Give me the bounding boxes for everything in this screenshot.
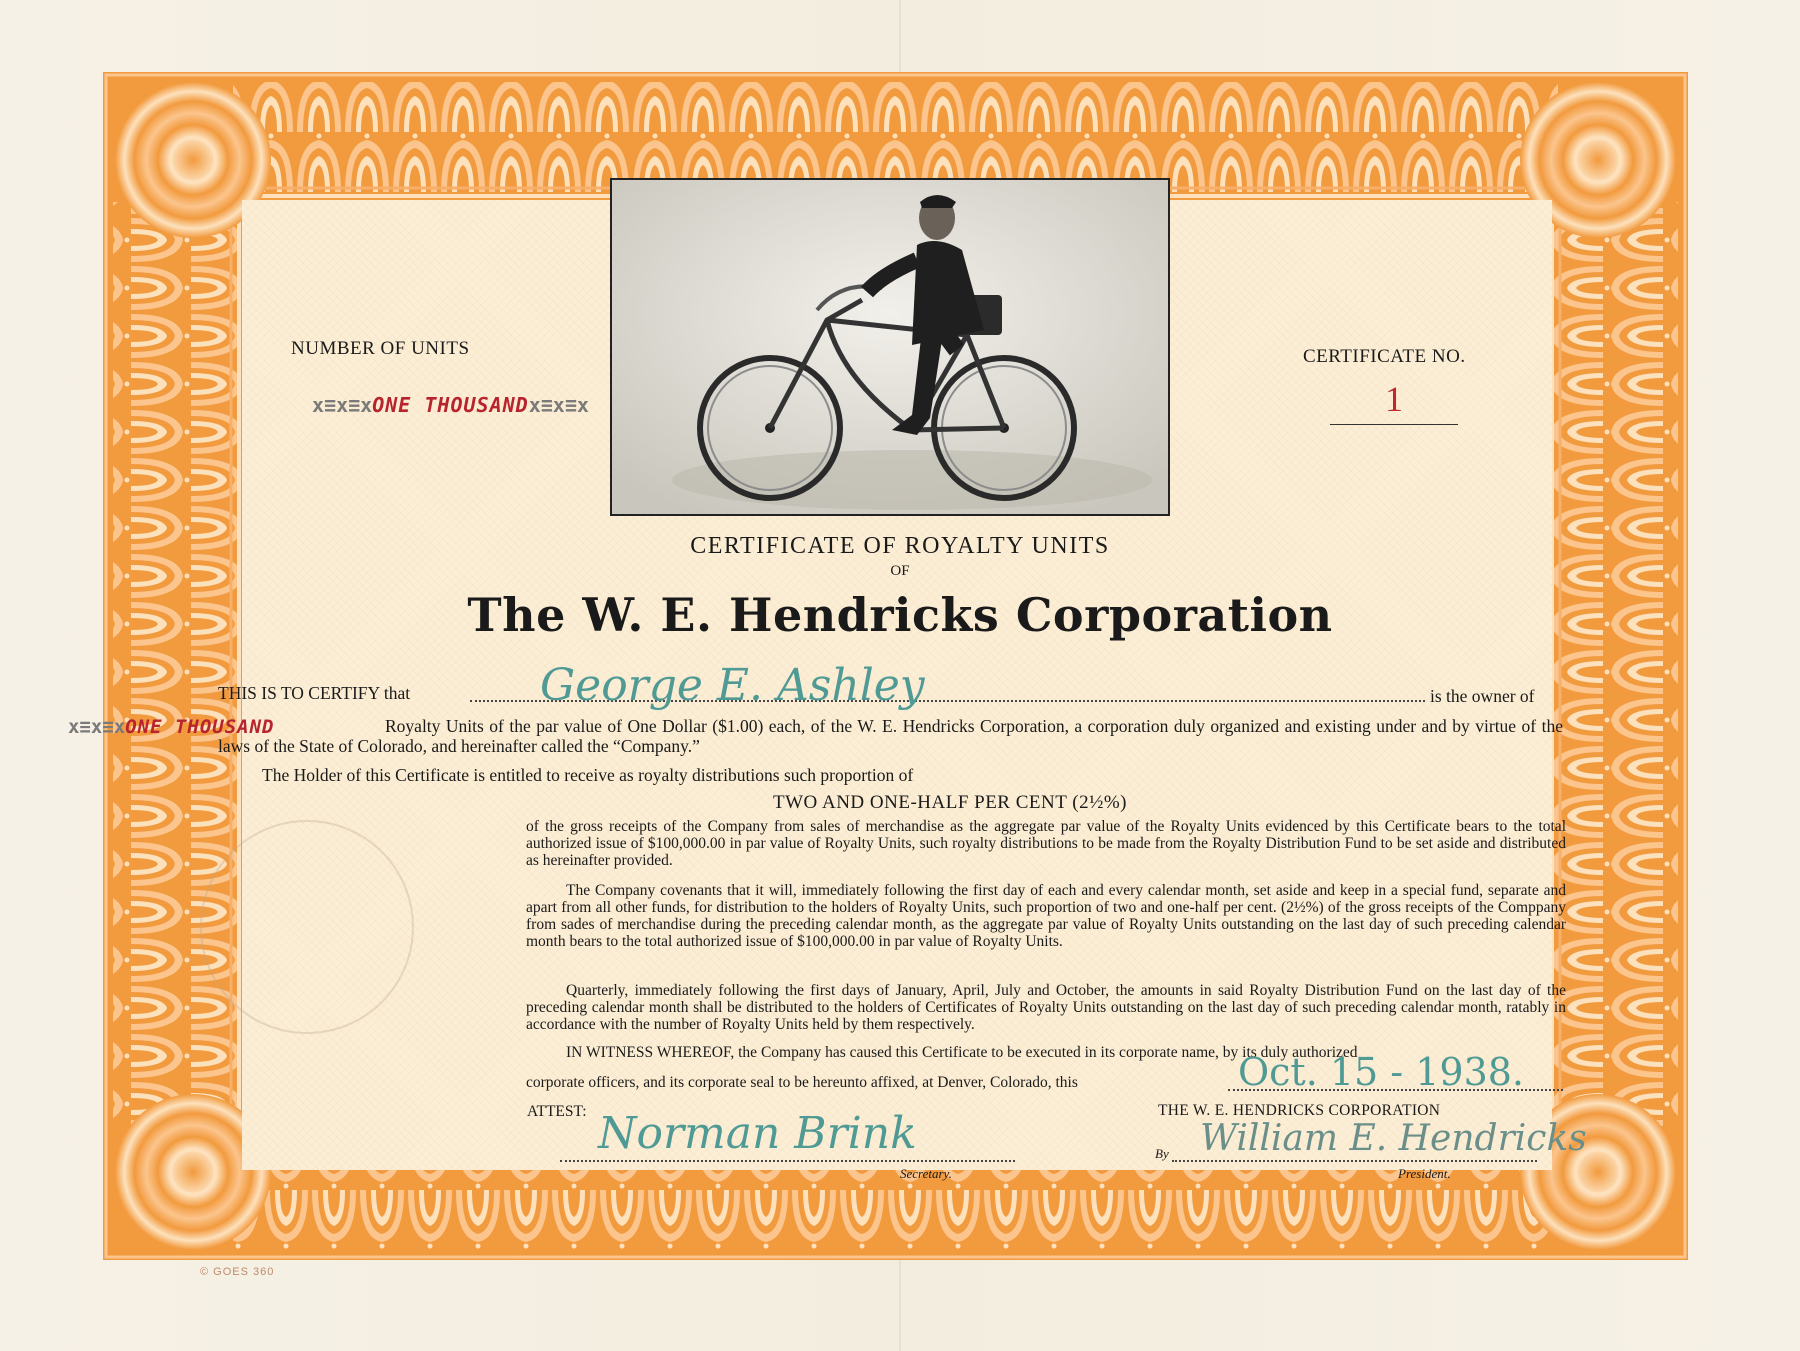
attest-label: ATTEST: <box>527 1103 587 1120</box>
units-label: NUMBER OF UNITS <box>291 338 470 359</box>
paragraph-3: Quarterly, immediately following the first days of January, April, July and October, the amounts in said Royalty Distribution Fund on the last day of the preceding calendar month shall be distributed to the holders of Certificates of Royalty Units outstanding on the last day of such preceding calendar month, ratably in accordance with the number of Royalty Units held by them respectively. <box>526 982 1566 1033</box>
units-stamp-suffix: x≡x≡x <box>528 393 589 417</box>
certify-prefix: THIS IS TO CERTIFY that <box>218 683 411 703</box>
units-inline-prefix: x≡x≡x <box>68 716 126 738</box>
units-inline-paragraph: Royalty Units of the par value of One Dollar ($1.00) each, of the W. E. Hendricks Corporation, a corporation duly organized and existing under and by virtue of the laws of the State of Colorado, and hereinafter called the “Company.” <box>218 716 1563 756</box>
by-label: By <box>1155 1146 1169 1161</box>
holder-name-signature: George E. Ashley <box>540 660 925 711</box>
corporation-name: The W. E. Hendricks Corporation <box>467 588 1333 642</box>
printer-mark: © GOES 360 <box>200 1266 275 1278</box>
units-stamp-prefix: x≡x≡x <box>312 393 373 417</box>
units-stamp <box>312 393 589 418</box>
secretary-signature: Norman Brink <box>598 1108 917 1159</box>
date-handwritten: Oct. 15 - 1938. <box>1238 1050 1525 1094</box>
president-label: President. <box>1398 1166 1451 1181</box>
bicycle-photo <box>610 178 1170 516</box>
paragraph-1: of the gross receipts of the Company from sales of merchandise as the aggregate par value of the Royalty Units evidenced by this Certificate bears to the total authorized issue of $100,000.00 in par value of Royalty Units, such royalty distributions to be made from the Royalty Distribution Fund to be set aside and distributed as hereinafter provided. <box>526 818 1566 869</box>
cert-no-label: CERTIFICATE NO. <box>1303 346 1466 367</box>
certify-suffix: is the owner of <box>1430 686 1535 706</box>
witness-line-2: corporate officers, and its corporate seal to be hereunto affixed, at Denver, Colorado, this <box>526 1074 1078 1091</box>
paragraph-2: The Company covenants that it will, immediately following the first day of each and every calendar month, set aside and keep in a special fund, separate and apart from all other funds, for distribution to the holders of Royalty Units, such proportion of two and one-half per cent. (2½%) of the gross receipts of the Comppany from sades of merchandise during the preceding calendar month, as the aggregate par value of Royalty Units outstanding on the last day of such preceding calendar month bears to the total authorized issue of $100,000.00 in par value of Royalty Units. <box>526 882 1566 950</box>
secretary-line <box>560 1160 1015 1162</box>
certificate-title: CERTIFICATE OF ROYALTY UNITS <box>690 533 1110 559</box>
percent-line: TWO AND ONE-HALF PER CENT (2½%) <box>773 792 1127 813</box>
units-stamp-text: ONE THOUSAND <box>372 393 529 417</box>
units-inline-text: ONE THOUSAND <box>125 716 275 738</box>
holder-entitled: The Holder of this Certificate is entitled to receive as royalty distributions such proportion of <box>262 765 914 785</box>
embossed-seal <box>200 820 414 1034</box>
president-line <box>1172 1160 1537 1162</box>
corp-sign-label: THE W. E. HENDRICKS CORPORATION <box>1158 1102 1441 1119</box>
cert-no-value: 1 <box>1330 378 1458 425</box>
paragraph-4: IN WITNESS WHEREOF, the Company has caused this Certificate to be executed in its corporate name, by its duly authorized <box>566 1044 1358 1061</box>
secretary-label: Secretary. <box>900 1166 952 1181</box>
president-signature: William E. Hendricks <box>1200 1118 1587 1159</box>
title-of: OF <box>890 563 910 579</box>
